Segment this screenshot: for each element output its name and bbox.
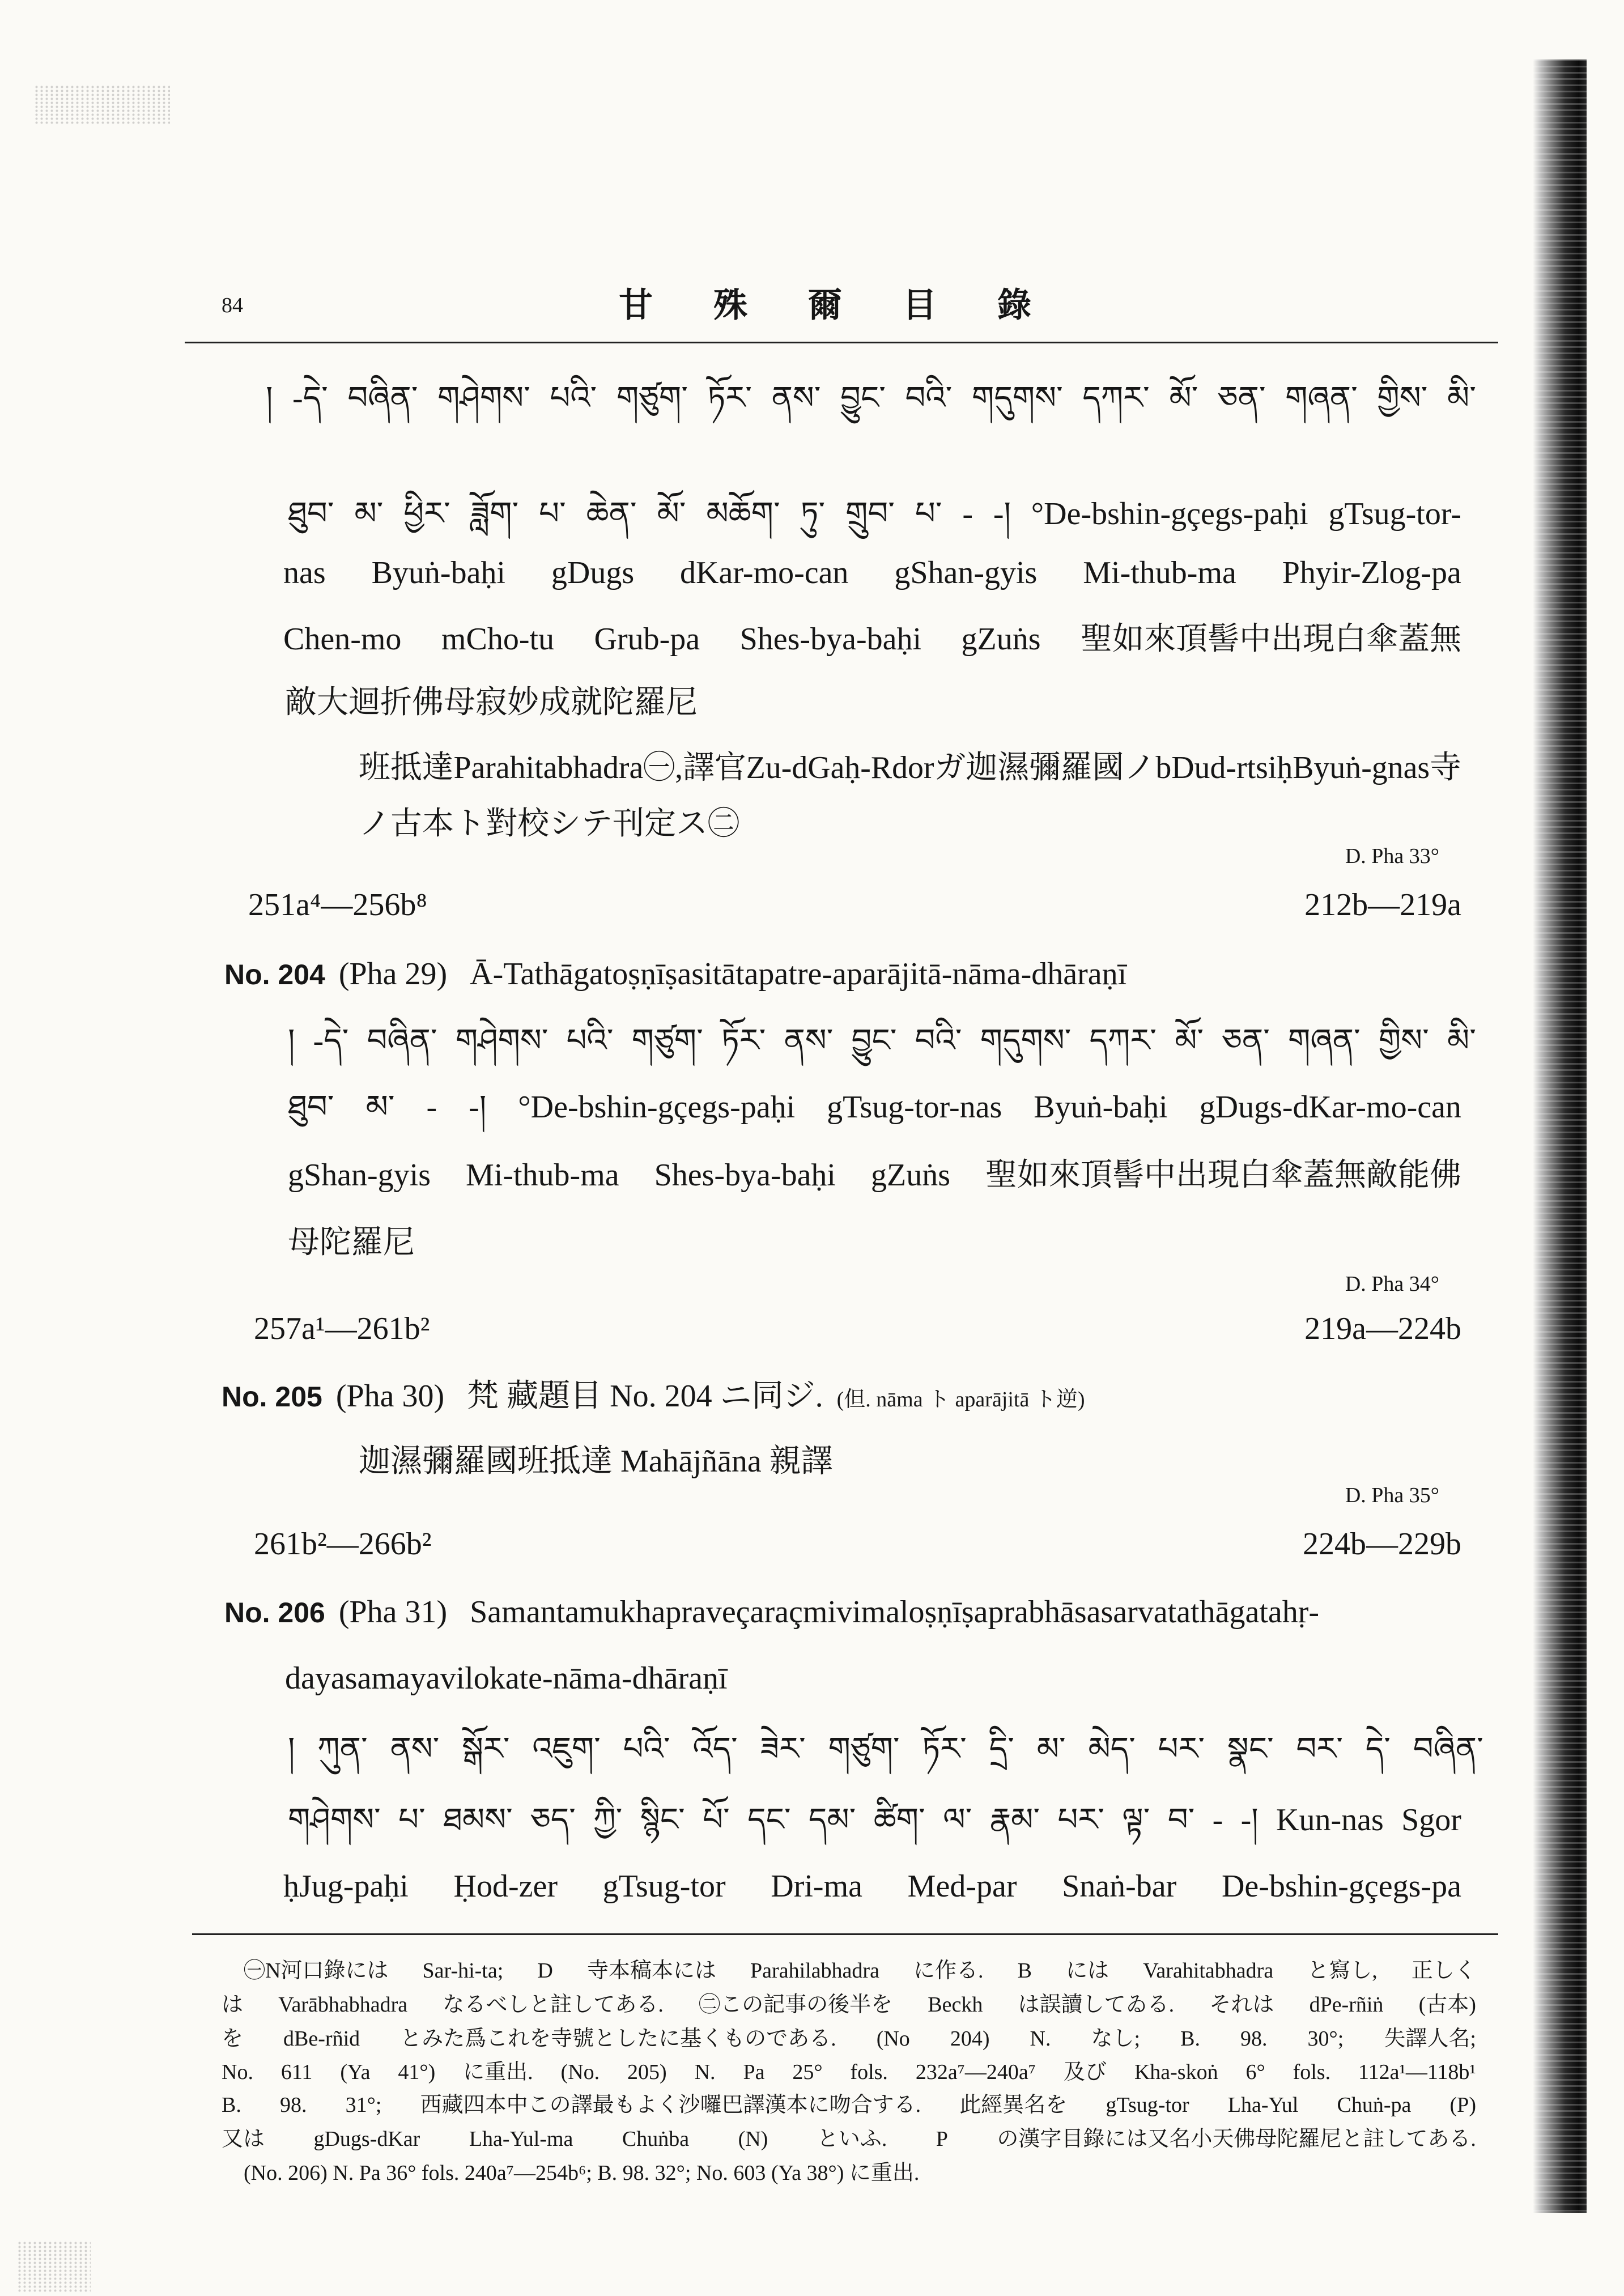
- folio-range-left: 261b²—266b²: [254, 1527, 432, 1562]
- footnote-line: [222, 2090, 1476, 2120]
- derge-reference: D. Pha 34°: [1345, 1272, 1439, 1296]
- text-fragment: པ་: [915, 496, 942, 532]
- text-fragment: ཏོར་: [721, 1023, 766, 1058]
- text-fragment: གཞན་: [1288, 1023, 1361, 1058]
- text-fragment: 31°;: [345, 2093, 382, 2117]
- text-fragment: bDud-rtsi: [1155, 750, 1277, 785]
- footnote-line: [222, 2124, 1476, 2154]
- text-fragment: -: [426, 1090, 437, 1125]
- page-title: [619, 285, 1031, 326]
- text-fragment: Chuṅ-pa: [1337, 2093, 1412, 2117]
- text-fragment: ཅན་: [1222, 1023, 1270, 1058]
- footnote-line: [222, 2024, 1476, 2053]
- text-fragment: མོ་: [657, 496, 686, 532]
- translator-line: 迦濕彌羅國班抵達 Mahājñāna 親譯: [359, 1444, 833, 1479]
- text-fragment: Sgor: [1401, 1802, 1461, 1838]
- text-fragment: (古本): [1418, 1993, 1476, 2017]
- text-fragment: གྱིས་: [1377, 381, 1428, 416]
- text-fragment: 41°): [398, 2060, 436, 2084]
- text-fragment: ལྟ་: [1122, 1802, 1150, 1838]
- folio-range-right: 219a—224b: [1304, 1311, 1461, 1346]
- justified-row: [288, 1021, 1476, 1061]
- text-fragment: འོད་: [692, 1732, 738, 1767]
- chinese-title-line: 母陀羅尼: [288, 1225, 415, 1260]
- justified-row: [288, 1087, 1461, 1128]
- text-fragment: Kha-skoṅ: [1134, 2060, 1218, 2084]
- justified-row: [222, 2057, 1476, 2087]
- text-fragment: Varābhabhadra: [278, 1993, 408, 2017]
- text-fragment: gDugs: [551, 555, 635, 590]
- text-fragment: ཅད་: [530, 1802, 576, 1838]
- text-fragment: (Ya: [340, 2060, 371, 2084]
- text-fragment: Parahilabhadra: [750, 1959, 879, 1983]
- justified-row: [288, 1155, 1461, 1196]
- text-fragment: རྣམ་: [989, 1802, 1040, 1838]
- text-fragment: གཤེགས་: [288, 1802, 381, 1838]
- text-fragment: B.: [222, 2093, 241, 2117]
- text-fragment: (No.: [560, 2060, 600, 2084]
- text-fragment: བའི་: [915, 1023, 962, 1058]
- text-fragment: གཙུག་: [631, 1023, 703, 1058]
- text-fragment: nas: [283, 555, 326, 590]
- text-fragment: -།: [1240, 1802, 1259, 1838]
- binding-edge: [1533, 59, 1587, 2213]
- text-fragment: དཀར་: [1082, 381, 1150, 416]
- text-fragment: །: [266, 381, 273, 416]
- text-fragment: མ་: [365, 1090, 395, 1125]
- justified-row: [283, 1866, 1461, 1907]
- text-fragment: に作る.: [913, 1959, 984, 1983]
- text-fragment: ཏུ་: [800, 496, 826, 532]
- text-fragment: ཚིག་: [873, 1802, 925, 1838]
- text-fragment: Byuṅ-baḥi: [1034, 1090, 1168, 1125]
- text-fragment: (No: [876, 2027, 910, 2051]
- text-fragment: Phyir-Zlog-pa: [1282, 555, 1461, 590]
- text-fragment: Snaṅ-bar: [1062, 1869, 1177, 1904]
- text-fragment: Pa: [743, 2060, 765, 2084]
- justified-row: [288, 494, 1461, 534]
- sanskrit-title: Ā-Tathāgatoṣṇīṣasitātapatre-aparājitā-nāma-dhāraṇī: [470, 956, 1127, 992]
- text-fragment: Med-par: [907, 1869, 1017, 1904]
- text-fragment: འཇུག་: [532, 1732, 601, 1767]
- text-fragment: Dri-ma: [771, 1869, 862, 1904]
- text-fragment: པོ་: [703, 1802, 730, 1838]
- folio-range-right: 212b—219a: [1304, 887, 1461, 922]
- text-fragment: gTsug-tor-nas: [827, 1090, 1002, 1125]
- text-fragment: (N): [738, 2127, 768, 2151]
- text-fragment: 204): [950, 2027, 990, 2051]
- text-fragment: མ་: [354, 496, 384, 532]
- text-fragment: མོ་: [1175, 1023, 1204, 1058]
- title-line: [288, 1087, 1461, 1128]
- text-fragment: ནས་: [390, 1732, 440, 1767]
- text-fragment: གདུགས་: [980, 1023, 1072, 1058]
- text-fragment: Ḥod-zer: [453, 1869, 558, 1904]
- scan-speckle: [17, 2241, 91, 2292]
- text-fragment: ཏོར་: [922, 1732, 967, 1767]
- title-note-aside: (但. nāma ト aparājitā ト逆): [836, 1388, 1085, 1411]
- text-fragment: -།: [993, 496, 1011, 532]
- text-fragment: སྣང་: [1227, 1732, 1274, 1767]
- text-fragment: dKar-mo-can: [680, 555, 849, 590]
- justified-row: [222, 2090, 1476, 2120]
- text-fragment: མོ་: [1169, 381, 1198, 416]
- translator-note-line: [359, 747, 1461, 788]
- text-fragment: པ་: [539, 496, 566, 532]
- text-fragment: 6°: [1245, 2060, 1265, 2084]
- text-fragment: གྱིས་: [1378, 1023, 1429, 1058]
- justified-row: [619, 285, 1031, 326]
- text-fragment: 爾: [808, 287, 842, 324]
- text-fragment: gTsug-tor-: [1328, 496, 1461, 532]
- text-fragment: ཕྱིར་: [403, 496, 450, 532]
- text-fragment: と寫し,: [1307, 1959, 1378, 1983]
- text-fragment: De-bshin-gçegs-pa: [1221, 1869, 1461, 1904]
- header-rule: [185, 342, 1498, 343]
- text-fragment: Shes-bya-baḥi: [654, 1158, 836, 1193]
- text-fragment: Parahitabhadra㊀,: [453, 750, 683, 785]
- text-fragment: B: [1017, 1959, 1032, 1983]
- footnote-line: [222, 1990, 1476, 2019]
- text-fragment: ཅན་: [1217, 381, 1266, 416]
- text-fragment: Byuṅ-baḥi: [371, 555, 505, 590]
- entry-heading: [224, 1592, 1461, 1632]
- text-fragment: 98.: [280, 2093, 307, 2117]
- pha-reference: (Pha 30): [335, 1379, 445, 1414]
- text-fragment: པའི་: [550, 381, 597, 416]
- text-fragment: 甘: [619, 287, 653, 324]
- text-fragment: dBe-rñid: [283, 2027, 360, 2051]
- text-fragment: ཐུབ་: [288, 496, 334, 532]
- text-fragment: པ་: [398, 1802, 426, 1838]
- text-fragment: བ་: [1167, 1802, 1195, 1838]
- justified-row: [359, 747, 1461, 788]
- text-fragment: なるべしと註してある.: [443, 1993, 664, 2017]
- pha-reference: (Pha 31): [338, 1595, 448, 1630]
- tibetan-title-line: [288, 1021, 1476, 1061]
- justified-row: [283, 552, 1461, 593]
- text-fragment: Chuṅba: [622, 2127, 690, 2151]
- text-fragment: -: [1212, 1802, 1223, 1838]
- text-fragment: 班抵達: [359, 750, 454, 785]
- justified-row: [222, 2124, 1476, 2154]
- justified-row: [288, 1729, 1483, 1770]
- text-fragment: ཐུབ་: [288, 1090, 334, 1125]
- text-fragment: གྲུབ་: [845, 496, 895, 532]
- chinese-title-line: 敵大迴折佛母寂妙成就陀羅尼: [285, 685, 698, 720]
- text-fragment: ḥByuṅ-gnas: [1277, 750, 1430, 785]
- text-fragment: mCho-tu: [441, 622, 555, 657]
- text-fragment: gZuṅs: [961, 622, 1041, 657]
- text-fragment: 聖如來頂髻中出現白傘蓋無敵能佛: [985, 1158, 1461, 1193]
- text-fragment: 112a¹—118b¹: [1358, 2060, 1476, 2084]
- text-fragment: は: [222, 1993, 244, 2017]
- text-fragment: 譯官: [683, 750, 746, 785]
- text-fragment: །: [288, 1732, 295, 1767]
- text-fragment: とみた爲これを寺號としたに基くものである.: [400, 2027, 836, 2051]
- title-line: [288, 494, 1461, 534]
- text-fragment: dPe-rñiṅ: [1309, 1993, 1384, 2017]
- text-fragment: དམ་: [808, 1802, 856, 1838]
- text-fragment: མེད་: [1088, 1732, 1136, 1767]
- justified-row: [288, 1800, 1461, 1840]
- text-fragment: gTsug-tor: [602, 1869, 726, 1904]
- text-fragment: གཞན་: [1285, 381, 1358, 416]
- page-number: 84: [222, 294, 243, 317]
- title-note: 梵 藏題目 No. 204 ニ同ジ.: [467, 1379, 823, 1414]
- text-fragment: N.: [694, 2060, 716, 2084]
- text-fragment: 98.: [1240, 2027, 1268, 2051]
- text-fragment: མཆོག་: [706, 496, 780, 532]
- text-fragment: 目: [903, 287, 937, 324]
- justified-row: [266, 378, 1476, 419]
- text-fragment: སྒོར་: [462, 1732, 510, 1767]
- text-fragment: gDugs-dKar-mo-can: [1199, 1090, 1461, 1125]
- text-fragment: -དེ་: [313, 1023, 349, 1058]
- text-fragment: には: [1066, 1959, 1109, 1983]
- text-fragment: ནས་: [784, 1023, 834, 1058]
- text-fragment: gZuṅs: [870, 1158, 950, 1193]
- text-fragment: 此經異名を: [959, 2093, 1068, 2117]
- text-fragment: Shes-bya-baḥi: [739, 622, 921, 657]
- text-fragment: fols.: [1293, 2060, 1331, 2084]
- translator-note-line: ノ古本ト對校シテ刊定ス㊁: [359, 806, 739, 841]
- text-fragment: Kun-nas: [1276, 1802, 1384, 1838]
- text-fragment: གཤེགས་: [437, 381, 530, 416]
- folio-range-right: 224b—229b: [1303, 1527, 1461, 1562]
- sanskrit-title-continuation: dayasamayavilokate-nāma-dhāraṇī: [285, 1661, 728, 1696]
- romanized-title-line: [288, 1155, 1461, 1196]
- text-fragment: D: [537, 1959, 553, 1983]
- footnote-line: [222, 2057, 1476, 2087]
- text-fragment: བཞིན་: [367, 1023, 437, 1058]
- text-fragment: 又は: [222, 2127, 265, 2151]
- text-fragment: に重出.: [463, 2060, 533, 2084]
- text-fragment: 寺本稿本には: [586, 1959, 716, 1983]
- text-fragment: Chen-mo: [283, 622, 402, 657]
- text-fragment: 西藏四本中この譯最もよく沙囉巴譯漢本に吻合する.: [420, 2093, 921, 2117]
- text-fragment: གཤེགས་: [455, 1023, 549, 1058]
- text-fragment: 205): [627, 2060, 667, 2084]
- footnote-rule: [192, 1933, 1498, 1935]
- entry-number: No. 206: [224, 1597, 325, 1629]
- text-fragment: °De-bshin-gçegs-paḥi: [518, 1090, 796, 1125]
- text-fragment: P: [936, 2127, 948, 2151]
- text-fragment: 錄: [997, 287, 1031, 324]
- text-fragment: ガ迦濕彌羅國ノ: [934, 750, 1156, 785]
- text-fragment: 聖如來頂髻中出現白傘蓋無: [1081, 622, 1461, 657]
- text-fragment: Lha-Yul: [1227, 2093, 1299, 2117]
- text-fragment: ཟློག་: [470, 496, 519, 532]
- text-fragment: は誤讀してゐる.: [1018, 1993, 1175, 2017]
- text-fragment: པར་: [1057, 1802, 1104, 1838]
- entry-number: No. 205: [222, 1381, 322, 1413]
- text-fragment: དྲི་: [989, 1732, 1014, 1767]
- text-fragment: の漢字目錄には又名小天佛母陀羅尼と註してある.: [997, 2127, 1476, 2151]
- text-fragment: gShan-gyis: [288, 1158, 431, 1193]
- text-fragment: gDugs-dKar: [313, 2127, 420, 2151]
- text-fragment: བར་: [1296, 1732, 1344, 1767]
- text-fragment: བཞིན་: [1413, 1732, 1483, 1767]
- romanized-title-line: [283, 552, 1461, 593]
- footnote-line: (No. 206) N. Pa 36° fols. 240a⁷—254b⁶; B. 98. 32°; No. 603 (Ya 38°) に重出.: [244, 2161, 920, 2185]
- tibetan-title-line: [288, 1729, 1483, 1770]
- text-fragment: དེ་: [1365, 1732, 1391, 1767]
- text-fragment: といふ.: [817, 2127, 887, 2151]
- text-fragment: 失譯人名;: [1384, 2027, 1476, 2051]
- text-fragment: གདུགས་: [971, 381, 1063, 416]
- text-fragment: Beckh: [928, 1993, 983, 2017]
- text-fragment: དཀར་: [1089, 1023, 1157, 1058]
- text-fragment: ལ་: [943, 1802, 972, 1838]
- text-fragment: བྱུང་: [840, 381, 886, 416]
- text-fragment: Sar-hi-ta;: [422, 1959, 504, 1983]
- text-fragment: སྙིང་: [640, 1802, 685, 1838]
- title-line: [288, 1800, 1461, 1840]
- justified-row: [222, 2024, 1476, 2053]
- text-fragment: །: [288, 1023, 295, 1058]
- folio-range-left: 251a⁴—256b⁸: [248, 887, 427, 922]
- entry-heading: [224, 954, 1461, 994]
- text-fragment: ㊁この記事の後半を: [699, 1993, 893, 2017]
- justified-row: [244, 1956, 1476, 1985]
- text-fragment: B.: [1180, 2027, 1200, 2051]
- text-fragment: ཀུན་: [317, 1732, 368, 1767]
- text-fragment: ཟེར་: [760, 1732, 806, 1767]
- text-fragment: なし;: [1091, 2027, 1141, 2051]
- text-fragment: -: [962, 496, 973, 532]
- text-fragment: 殊: [713, 287, 747, 324]
- romanized-title-line: [283, 1866, 1461, 1907]
- scan-speckle: [34, 85, 170, 125]
- text-fragment: Mi-thub-ma: [466, 1158, 619, 1193]
- derge-reference: D. Pha 35°: [1345, 1483, 1439, 1507]
- text-fragment: མི་: [1447, 1023, 1476, 1058]
- text-fragment: fols.: [850, 2060, 888, 2084]
- text-fragment: を: [222, 2027, 244, 2051]
- text-fragment: gShan-gyis: [894, 555, 1038, 590]
- text-fragment: པའི་: [566, 1023, 614, 1058]
- text-fragment: 611: [280, 2060, 313, 2084]
- text-fragment: 及び: [1063, 2060, 1107, 2084]
- text-fragment: བྱུང་: [851, 1023, 897, 1058]
- text-fragment: Varahitabhadra: [1143, 1959, 1274, 1983]
- text-fragment: 寺: [1430, 750, 1461, 785]
- text-fragment: Lha-Yul-ma: [469, 2127, 573, 2151]
- text-fragment: མི་: [1447, 381, 1476, 416]
- text-fragment: Mi-thub-ma: [1083, 555, 1236, 590]
- entry-number: No. 204: [224, 959, 325, 990]
- text-fragment: དང་: [747, 1802, 791, 1838]
- text-fragment: -དེ་: [292, 381, 328, 416]
- text-fragment: 正しく: [1411, 1959, 1476, 1983]
- text-fragment: N.: [1030, 2027, 1051, 2051]
- derge-reference: D. Pha 33°: [1345, 844, 1439, 868]
- text-fragment: Zu-dGaḥ-Rdor: [746, 750, 934, 785]
- text-fragment: བའི་: [905, 381, 953, 416]
- text-fragment: No.: [222, 2060, 253, 2084]
- text-fragment: ㊀N河口錄には: [244, 1959, 389, 1983]
- text-fragment: ཐམས་: [443, 1802, 513, 1838]
- text-fragment: ཀྱི་: [593, 1802, 623, 1838]
- text-fragment: བཞིན་: [347, 381, 418, 416]
- text-fragment: Grub-pa: [594, 622, 700, 657]
- folio-range-left: 257a¹—261b²: [254, 1311, 430, 1346]
- text-fragment: それは: [1209, 1993, 1274, 2017]
- text-fragment: -།: [469, 1090, 487, 1125]
- text-fragment: ḥJug-paḥi: [283, 1869, 409, 1904]
- text-fragment: 25°: [792, 2060, 823, 2084]
- text-fragment: 232a⁷—240a⁷: [915, 2060, 1036, 2084]
- text-fragment: པར་: [1158, 1732, 1205, 1767]
- text-fragment: ཆེན་: [586, 496, 637, 532]
- text-fragment: (P): [1449, 2093, 1476, 2117]
- text-fragment: གཙུག་: [616, 381, 688, 416]
- justified-row: [222, 1990, 1476, 2019]
- justified-row: [283, 619, 1461, 660]
- romanized-title-line: [283, 619, 1461, 660]
- text-fragment: gTsug-tor: [1106, 2093, 1189, 2117]
- sanskrit-title: Samantamukhapraveçaraçmivimaloṣṇīṣaprabhāsasarvatathāgatahṛ-: [470, 1595, 1320, 1630]
- text-fragment: མ་: [1036, 1732, 1066, 1767]
- footnote-line: [244, 1956, 1476, 1985]
- text-fragment: ནས་: [771, 381, 821, 416]
- text-fragment: °De-bshin-gçegs-paḥi: [1031, 496, 1308, 532]
- text-fragment: གཙུག་: [828, 1732, 900, 1767]
- text-fragment: པའི་: [623, 1732, 670, 1767]
- tibetan-title-line: [266, 378, 1476, 419]
- text-fragment: ཏོར་: [707, 381, 753, 416]
- pha-reference: (Pha 29): [338, 956, 448, 992]
- text-fragment: 30°;: [1307, 2027, 1344, 2051]
- entry-heading: [222, 1376, 1461, 1417]
